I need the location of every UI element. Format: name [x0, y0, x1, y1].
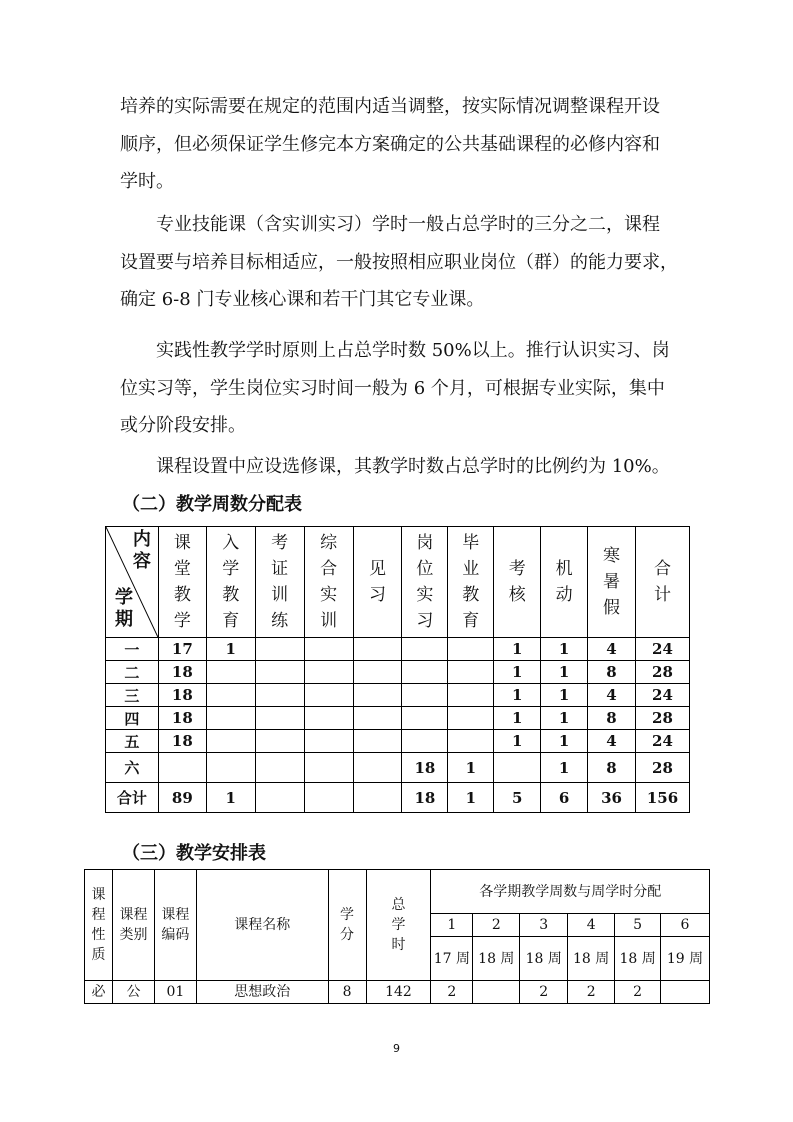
semester-weeks: 18 周 — [473, 937, 520, 981]
text-line: 或分阶段安排。 — [120, 415, 246, 436]
table-cell — [255, 783, 304, 813]
cell-semester-hours: 2 — [431, 981, 473, 1004]
table-cell — [494, 753, 541, 783]
table-cell — [255, 707, 304, 730]
header-course-code: 课程编码 — [154, 870, 196, 981]
semester-number: 2 — [473, 914, 520, 937]
paragraph-3 — [120, 332, 676, 445]
header-semester-distribution: 各学期教学周数与周学时分配 — [431, 870, 710, 914]
row-label: 四 — [106, 707, 159, 730]
column-header: 考 核 — [494, 527, 541, 638]
corner-header-cell — [106, 527, 159, 638]
table-cell — [448, 684, 494, 707]
text-line: 顺序，但必须保证学生修完本方案确定的公共基础课程的必修内容和 — [120, 133, 660, 155]
table-cell — [402, 661, 448, 684]
table-cell: 18 — [158, 707, 206, 730]
table-cell — [304, 661, 353, 684]
row-label: 五 — [106, 730, 159, 753]
week-allocation-table — [105, 526, 690, 813]
table-cell: 28 — [635, 707, 689, 730]
semester-number: 1 — [431, 914, 473, 937]
cell-credit: 8 — [328, 981, 366, 1004]
table-cell — [304, 753, 353, 783]
cell-hours: 142 — [366, 981, 431, 1004]
table-row — [106, 707, 690, 730]
table-cell — [158, 753, 206, 783]
table-cell: 17 — [158, 638, 206, 661]
semester-weeks: 17 周 — [431, 937, 473, 981]
semester-number: 6 — [661, 914, 710, 937]
paragraph-4 — [120, 448, 676, 486]
cell-semester-hours — [661, 981, 710, 1004]
table-cell: 1 — [541, 730, 588, 753]
cell-semester-hours: 2 — [615, 981, 661, 1004]
table-cell — [402, 707, 448, 730]
column-header: 毕业教育 — [448, 527, 494, 638]
semester-weeks: 18 周 — [520, 937, 568, 981]
header-course-nature: 课程性质 — [85, 870, 113, 981]
table-cell — [304, 707, 353, 730]
text-line: 位实习等，学生岗位实习时间一般为 6 个月，可根据专业实际，集中 — [120, 377, 665, 399]
table-cell — [402, 684, 448, 707]
table-cell — [206, 753, 255, 783]
row-label: 二 — [106, 661, 159, 684]
table-cell: 1 — [541, 684, 588, 707]
table-cell: 1 — [494, 661, 541, 684]
table-cell — [304, 783, 353, 813]
cell-semester-hours: 2 — [568, 981, 615, 1004]
table-cell — [304, 730, 353, 753]
table-cell — [402, 730, 448, 753]
semester-weeks: 18 周 — [568, 937, 615, 981]
table-cell — [353, 661, 402, 684]
table-cell — [255, 661, 304, 684]
table-cell — [448, 661, 494, 684]
table-cell: 1 — [541, 661, 588, 684]
table-cell — [255, 753, 304, 783]
column-header: 合 计 — [635, 527, 689, 638]
table-row — [106, 783, 690, 813]
table-cell: 1 — [206, 638, 255, 661]
table-row — [106, 638, 690, 661]
table-cell — [353, 783, 402, 813]
semester-weeks: 19 周 — [661, 937, 710, 981]
table-cell: 1 — [541, 753, 588, 783]
table-cell: 18 — [158, 684, 206, 707]
column-header: 入学教育 — [206, 527, 255, 638]
column-header: 寒暑假 — [588, 527, 636, 638]
cell-semester-hours: 2 — [520, 981, 568, 1004]
table-cell: 1 — [494, 730, 541, 753]
text-line: 培养的实际需要在规定的范围内适当调整，按实际情况调整课程开设 — [120, 96, 660, 117]
column-header: 见 习 — [353, 527, 402, 638]
paragraph-1 — [120, 88, 676, 201]
table-cell — [206, 661, 255, 684]
table-cell: 1 — [541, 638, 588, 661]
table-cell — [353, 753, 402, 783]
column-header: 岗位实习 — [402, 527, 448, 638]
text-line: 确定 6-8 门专业核心课和若干门其它专业课。 — [120, 289, 485, 310]
table-cell: 1 — [494, 684, 541, 707]
table-cell: 89 — [158, 783, 206, 813]
table-cell: 156 — [635, 783, 689, 813]
paragraph-2 — [120, 206, 676, 319]
table-row — [106, 684, 690, 707]
table-cell — [353, 684, 402, 707]
table-cell: 24 — [635, 730, 689, 753]
table-cell — [353, 707, 402, 730]
text-line: 学时。 — [120, 171, 174, 192]
table-cell: 1 — [448, 753, 494, 783]
table-row — [85, 981, 710, 1004]
table-cell: 1 — [541, 707, 588, 730]
table-cell — [402, 638, 448, 661]
table-header-row — [106, 527, 690, 638]
table-cell: 18 — [158, 661, 206, 684]
table-cell — [448, 730, 494, 753]
section-heading-schedule: （三）教学安排表 — [122, 843, 266, 864]
table-cell: 1 — [206, 783, 255, 813]
table-row — [106, 730, 690, 753]
row-label: 六 — [106, 753, 159, 783]
semester-number: 5 — [615, 914, 661, 937]
table-cell: 28 — [635, 753, 689, 783]
teaching-schedule-table — [84, 869, 710, 1004]
table-cell: 4 — [588, 684, 636, 707]
table-cell — [304, 684, 353, 707]
table-cell — [206, 707, 255, 730]
table-cell — [448, 707, 494, 730]
table-header-row — [85, 870, 710, 914]
table-cell: 8 — [588, 707, 636, 730]
column-header: 考证训练 — [255, 527, 304, 638]
table-cell: 8 — [588, 661, 636, 684]
text-line: 实践性教学学时原则上占总学时数 50%以上。推行认识实习、岗 — [120, 340, 670, 361]
table-cell — [353, 638, 402, 661]
table-cell: 4 — [588, 638, 636, 661]
text-line: 专业技能课（含实训实习）学时一般占总学时的三分之二，课程 — [120, 214, 660, 235]
cell-code: 01 — [154, 981, 196, 1004]
cell-category: 公 — [112, 981, 154, 1004]
semester-weeks: 18 周 — [615, 937, 661, 981]
table-cell — [255, 730, 304, 753]
table-cell: 1 — [448, 783, 494, 813]
section-heading-week-allocation: （二）教学周数分配表 — [122, 494, 302, 515]
corner-label-semester: 学期 — [115, 587, 133, 630]
semester-number: 3 — [520, 914, 568, 937]
table-cell — [206, 684, 255, 707]
row-label: 三 — [106, 684, 159, 707]
table-cell: 8 — [588, 753, 636, 783]
row-label: 合计 — [106, 783, 159, 813]
table-cell: 28 — [635, 661, 689, 684]
table-cell — [353, 730, 402, 753]
cell-nature: 必 — [85, 981, 113, 1004]
table-cell: 5 — [494, 783, 541, 813]
table-row — [106, 661, 690, 684]
table-cell: 18 — [158, 730, 206, 753]
text-line: 设置要与培养目标相适应，一般按照相应职业岗位（群）的能力要求， — [120, 251, 678, 273]
table-cell — [255, 638, 304, 661]
page-number: 9 — [393, 1042, 400, 1055]
column-header: 课堂教学 — [158, 527, 206, 638]
cell-semester-hours — [473, 981, 520, 1004]
table-cell — [206, 730, 255, 753]
table-cell: 18 — [402, 783, 448, 813]
cell-course-name: 思想政治 — [196, 981, 328, 1004]
header-total-hours: 总学时 — [366, 870, 431, 981]
column-header: 机 动 — [541, 527, 588, 638]
table-cell — [255, 684, 304, 707]
table-cell: 36 — [588, 783, 636, 813]
table-cell: 24 — [635, 638, 689, 661]
row-label: 一 — [106, 638, 159, 661]
semester-number: 4 — [568, 914, 615, 937]
table-cell: 1 — [494, 638, 541, 661]
text-line: 课程设置中应设选修课，其教学时数占总学时的比例约为 10%。 — [120, 456, 670, 477]
table-cell — [304, 638, 353, 661]
header-credit: 学分 — [328, 870, 366, 981]
table-cell: 4 — [588, 730, 636, 753]
table-cell: 6 — [541, 783, 588, 813]
column-header: 综合实训 — [304, 527, 353, 638]
table-cell — [448, 638, 494, 661]
table-cell: 24 — [635, 684, 689, 707]
corner-label-content: 内容 — [132, 529, 151, 572]
table-cell: 18 — [402, 753, 448, 783]
table-row — [106, 753, 690, 783]
header-course-name: 课程名称 — [196, 870, 328, 981]
week-table-body — [106, 638, 690, 813]
table-cell: 1 — [494, 707, 541, 730]
header-course-category: 课程类别 — [112, 870, 154, 981]
